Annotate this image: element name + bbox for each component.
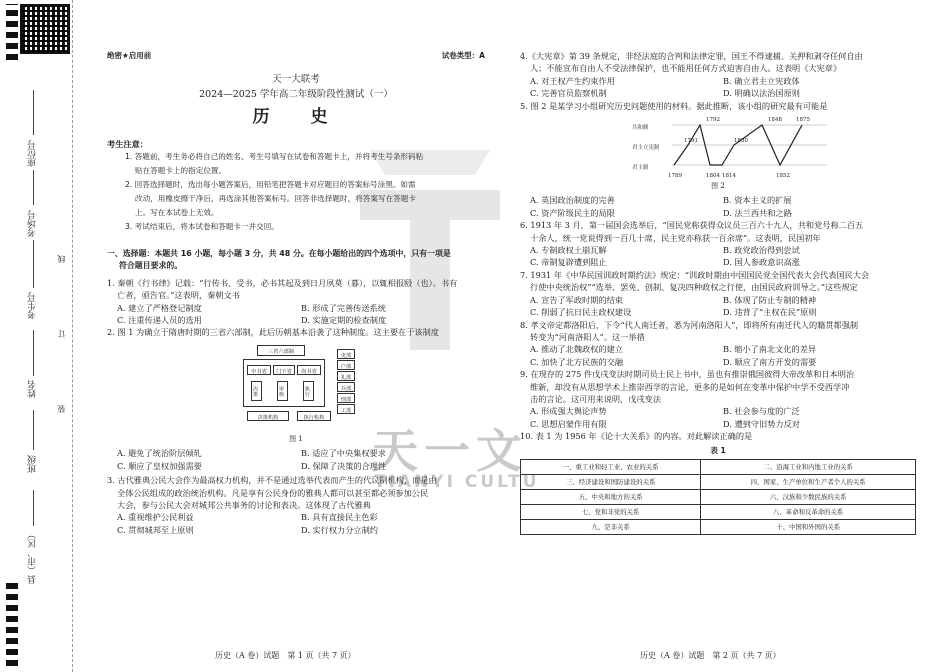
fig2-caption: 图 2 [711,182,725,191]
notice-2: 2. 回答选择题时，选出每小题答案后，用铅笔把答题卡对应题目的答案标号涂黑。如需 [125,180,416,190]
table-row [521,519,916,534]
barcode-top [6,4,18,60]
q8-options-row2 [520,356,916,368]
q9-option-b: B. 社会参与度的广泛 [723,406,800,417]
q9-stem-1: 9. 在现存的 275 件戊戌变法时期司员士民上书中，虽也有推崇俄国彼得大帝改革和日本明治 [520,369,855,380]
q9-stem-2: 维新，却没有从思想学术上推崇西学的言论，更多的是如何在变革中保护中学不受西学冲 [530,381,850,392]
right-column [520,50,916,535]
fig1-box-execute: 执行 [303,381,314,401]
q8-options-row1 [520,343,916,355]
q8-option-d: D. 顺应了南方开发的需要 [723,356,817,367]
notice-title: 考生注意： [107,138,148,149]
q2-option-c: C. 顺应了皇权加强需要 [117,460,202,471]
q3-option-d: D. 实行权力分立制约 [301,524,378,535]
candidate-number-line [33,240,34,288]
q1-options-row1 [107,302,485,314]
fig1-ministry-hu: 户部 [337,360,355,370]
q3-option-b: B. 具有直接民主色彩 [301,512,378,523]
section-heading: 一、选择题：本题共 16 小题，每小题 3 分，共 48 分。在每小题给出的四个选项中，只有一项是 [107,249,451,259]
q4-stem-2: 人；不能宣布自由人不受法律保护，也不能用任何方式迫害自由人。这表明《大宪章》 [530,63,842,74]
fig2-year-1848: 1848 [768,117,782,124]
name-line [33,330,34,376]
q7-options-row2 [520,306,916,318]
q9-option-c: C. 思想启蒙作用有限 [530,418,607,429]
figure-1 [239,343,361,429]
table-row [521,459,916,474]
county-label: 县（市、区） [28,530,38,584]
table-row [521,504,916,519]
q9-option-a: A. 形成强大舆论声势 [530,406,607,417]
paper-type: 试卷类型：A [441,51,485,60]
fig1-box-exec-org: 执行机构 [297,411,331,421]
q8-option-a: A. 推动了北魏政权的建立 [530,344,623,355]
q6-option-a: A. 专制政权土崩瓦解 [530,245,607,256]
q3-stem-3: 大会，参与公民大会对城邦公共事务的讨论和表决。这体现了古代雅典 [117,499,371,510]
q7-option-d: D. 违背了“主权在民”原则 [723,307,817,318]
q6-options-row2 [520,256,916,268]
notice-2b: 改动，用橡皮擦干净后，再选涂其他答案标号。回答非选择题时，将答案写在答题卡 [135,194,416,204]
table-cell: 十、中国和外国的关系 [701,519,916,534]
fig2-year-1789: 1789 [668,173,682,180]
q8-stem-1: 8. 孝文帝定都洛阳后，下令“代人南迁者，悉为河南洛阳人”，即将所有南迁代人的籍贯都强制 [520,319,859,330]
binding-word-bind: 订 [57,330,66,338]
q6-options-row1 [520,244,916,256]
q5-option-c: C. 资产阶级民主的局限 [530,207,615,218]
exam-room-label: 考场号 [28,210,38,237]
q6-stem-2: 十余人，统一党说得到一百几十席，民主党亦称获一百余席”。这表明，民国初年 [530,232,821,243]
q4-option-b: B. 确立君主立宪政体 [723,75,800,86]
fig1-caption: 图 1 [289,434,303,443]
class-line [33,410,34,450]
q7-stem-1: 7. 1931 年《中华民国训政时期约法》规定：“训政时期由中国国民党全国代表大会代表国民大会 [520,269,870,280]
q3-options-row2 [107,524,485,536]
q5-options-row1 [520,194,916,206]
q10-stem: 10. 表 1 为 1956 年《论十大关系》的内容。对此解读正确的是 [520,431,753,442]
binding-word-staple: 装 [57,405,66,413]
table-cell: 二、沿海工业和内地工业的关系 [701,459,916,474]
q8-stem-2: 转变为“河南洛阳人”。这一举措 [530,331,645,342]
figure-2 [632,114,832,180]
notice-1: 1. 答题前，考生务必将自己的姓名、考生号填写在试卷和答题卡上，并将考生号条形码粘 [125,152,424,162]
table-1 [520,459,916,535]
q3-stem-1: 3. 古代雅典公民大会作为最高权力机构，并不是通过选举代表而产生的代议制机构，而是由 [107,475,437,486]
qr-code [22,6,68,52]
exam-title: 2024—2025 学年高二年级阶段性测试（一） [199,88,393,100]
exam-room-line [33,170,34,205]
table-cell: 七、党和非党的关系 [521,504,701,519]
q2-options-row2 [107,460,485,472]
watermark-text-en: TIANYI CULTU [374,472,540,492]
q3-options-row1 [107,511,485,523]
fig1-box-zhongshu: 中书省 [247,365,271,375]
q6-stem-1: 6. 1913 年 3 月，第一届国会选举后，“国民党称获得众议员三百六十九人，共和党号称二百五 [520,220,864,231]
q1-option-d: D. 实施定期的检查制度 [301,315,387,326]
q3-stem-2: 全体公民组成的政治统治机构。凡是享有公民身份的雅典人都可以甚至都必须参加公民 [117,487,429,498]
q4-option-c: C. 完善官员监察机制 [530,88,607,99]
table-cell: 六、汉族和少数民族的关系 [701,489,916,504]
left-footer: 历史（A 卷）试题 第 1 页（共 7 页） [215,651,356,660]
fig1-box-shangshu: 尚书省 [297,365,321,375]
seat-number-label: 座位号 [28,140,38,167]
fig1-ministries [337,349,355,414]
org-title: 天一大联考 [272,74,320,86]
q9-stem-3: 击的言论。这可用来说明，戊戌变法 [530,393,662,404]
fig2-year-1791: 1791 [684,138,698,145]
fig2-row-republic: 共和制 [632,125,649,132]
fig2-year-1814: 1814 [722,173,736,180]
seat-number-line [33,90,34,135]
fig2-year-1852: 1852 [776,173,790,180]
notice-2c: 上。写在本试卷上无效。 [135,208,219,218]
table-cell: 三、经济建设和国防建设的关系 [521,474,701,489]
left-column [107,50,485,536]
name-label: 姓名 [28,380,38,398]
class-label: 班级 [28,455,38,473]
section-heading-2: 符合题目要求的。 [119,261,183,271]
q2-option-a: A. 避免了统治阶层倾轧 [117,448,202,459]
q5-option-d: D. 法兰西共和之路 [723,207,792,218]
table-cell: 九、是非关系 [521,519,701,534]
fig1-ministry-rites: 礼部 [337,371,355,381]
right-footer: 历史（A 卷）试题 第 2 页（共 7 页） [640,651,781,660]
q4-option-d: D. 明确以法治国原则 [723,88,800,99]
q2-options-row1 [107,447,485,459]
q1-options-row2 [107,314,485,326]
q1-stem-2: 亡者，亟告官。”这表明，秦朝文书 [117,290,240,301]
q4-stem-1: 4.《大宪章》第 39 条规定，非经法庭的合判和法律定罪，国王不得逮捕、关押和剥夺任何自由 [520,51,863,61]
barcode-bottom [6,578,18,666]
q5-stem: 5. 图 2 是某学习小组研究历史问题使用的材料。据此推断，该小组的研究最有可能是 [520,100,828,111]
fig2-year-1804: 1804 [706,173,720,180]
fig2-year-1830: 1830 [734,138,748,145]
binding-dashed-line [72,0,73,672]
q1-stem-1: 1. 秦朝《行书律》记载：“行传书、受书，必书其起及到日月夙莫（暮），以辄相报殹（也）。书有 [107,277,458,288]
fig1-top-box: 三省六部制 [257,345,305,356]
q7-option-b: B. 体现了防止专制的精神 [723,294,817,305]
fig2-row-monarchy: 君主制 [632,165,649,172]
q9-options-row1 [520,405,916,417]
q3-option-c: C. 贯彻城邦至上原则 [117,524,194,535]
q4-options-row1 [520,75,916,87]
binding-strip [0,0,72,672]
fig1-box-decision-org: 决策机构 [247,411,289,421]
q5-option-a: A. 英国政治制度的完善 [530,195,615,206]
q7-stem-2: 行使中央统治权”“选举、罢免、创制、复决四种政权之行使，由国民政府训导之。”这些规定 [530,282,858,293]
header-row [107,50,485,62]
q6-option-b: B. 政党政治得到尝试 [723,245,800,256]
q1-option-a: A. 建立了严格登记制度 [117,302,202,313]
q5-options-row2 [520,207,916,219]
q9-option-d: D. 遭到守旧势力反对 [723,418,800,429]
fig2-year-1792: 1792 [706,117,720,124]
table-row [521,474,916,489]
q3-option-a: A. 重视维护公民利益 [117,512,194,523]
q4-options-row2 [520,87,916,99]
q2-option-d: D. 保障了决策的合理性 [301,460,387,471]
county-line [33,490,34,526]
q5-option-b: B. 资本主义的扩展 [723,195,792,206]
q2-option-b: B. 适应了中央集权要求 [301,448,386,459]
table-cell: 五、中央和地方的关系 [521,489,701,504]
fig1-ministry-works: 工部 [337,404,355,414]
fig1-ministry-li: 吏部 [337,349,355,359]
q9-options-row2 [520,418,916,430]
binding-word-line: 线 [57,255,66,263]
q1-option-c: C. 注重传递人员的选用 [117,315,202,326]
table-row [521,489,916,504]
secret-mark: 绝密★启用前 [107,51,152,60]
notice-list [107,150,485,234]
watermark-text-cn: 天一文 [372,424,528,478]
table-cell: 八、革命和反革命的关系 [701,504,916,519]
candidate-number-label: 考生号 [28,292,38,319]
q8-option-b: B. 缩小了南北文化的差异 [723,344,817,355]
table1-title: 表 1 [710,445,726,455]
table-cell: 一、重工业和轻工业、农业的关系 [521,459,701,474]
fig1-box-menxia: 门下省 [273,365,295,375]
notice-3: 3. 考试结束后，将本试卷和答题卡一并交回。 [125,222,279,232]
q7-options-row1 [520,294,916,306]
q2-stem: 2. 图 1 为确立于隋唐时期的三省六部制，此后历朝基本沿袭了这种制度。这主要在于该制度 [107,327,439,338]
fig2-row-constitutional: 君主立宪制 [632,145,660,152]
fig1-box-decide: 决策 [251,381,262,401]
q4-option-a: A. 对王权产生约束作用 [530,75,615,86]
subject-title: 历 史 [252,107,340,128]
q6-option-c: C. 帝制复辟遭到阻止 [530,257,607,268]
fig2-year-1875: 1875 [796,117,810,124]
q8-option-c: C. 加快了北方民族的交融 [530,356,624,367]
fig1-ministry-justice: 刑部 [337,393,355,403]
fig1-box-review: 审核 [277,381,288,401]
q1-option-b: B. 形成了完善传送系统 [301,302,386,313]
table-cell: 四、国家、生产单位和生产者个人的关系 [701,474,916,489]
notice-1b: 贴在答题卡上的指定位置。 [135,166,227,176]
fig1-ministry-war: 兵部 [337,382,355,392]
q7-option-c: C. 削弱了抗日民主政权建设 [530,307,632,318]
q6-option-d: D. 国人参政意识高涨 [723,257,800,268]
q7-option-a: A. 宣告了军政时期的结束 [530,294,623,305]
